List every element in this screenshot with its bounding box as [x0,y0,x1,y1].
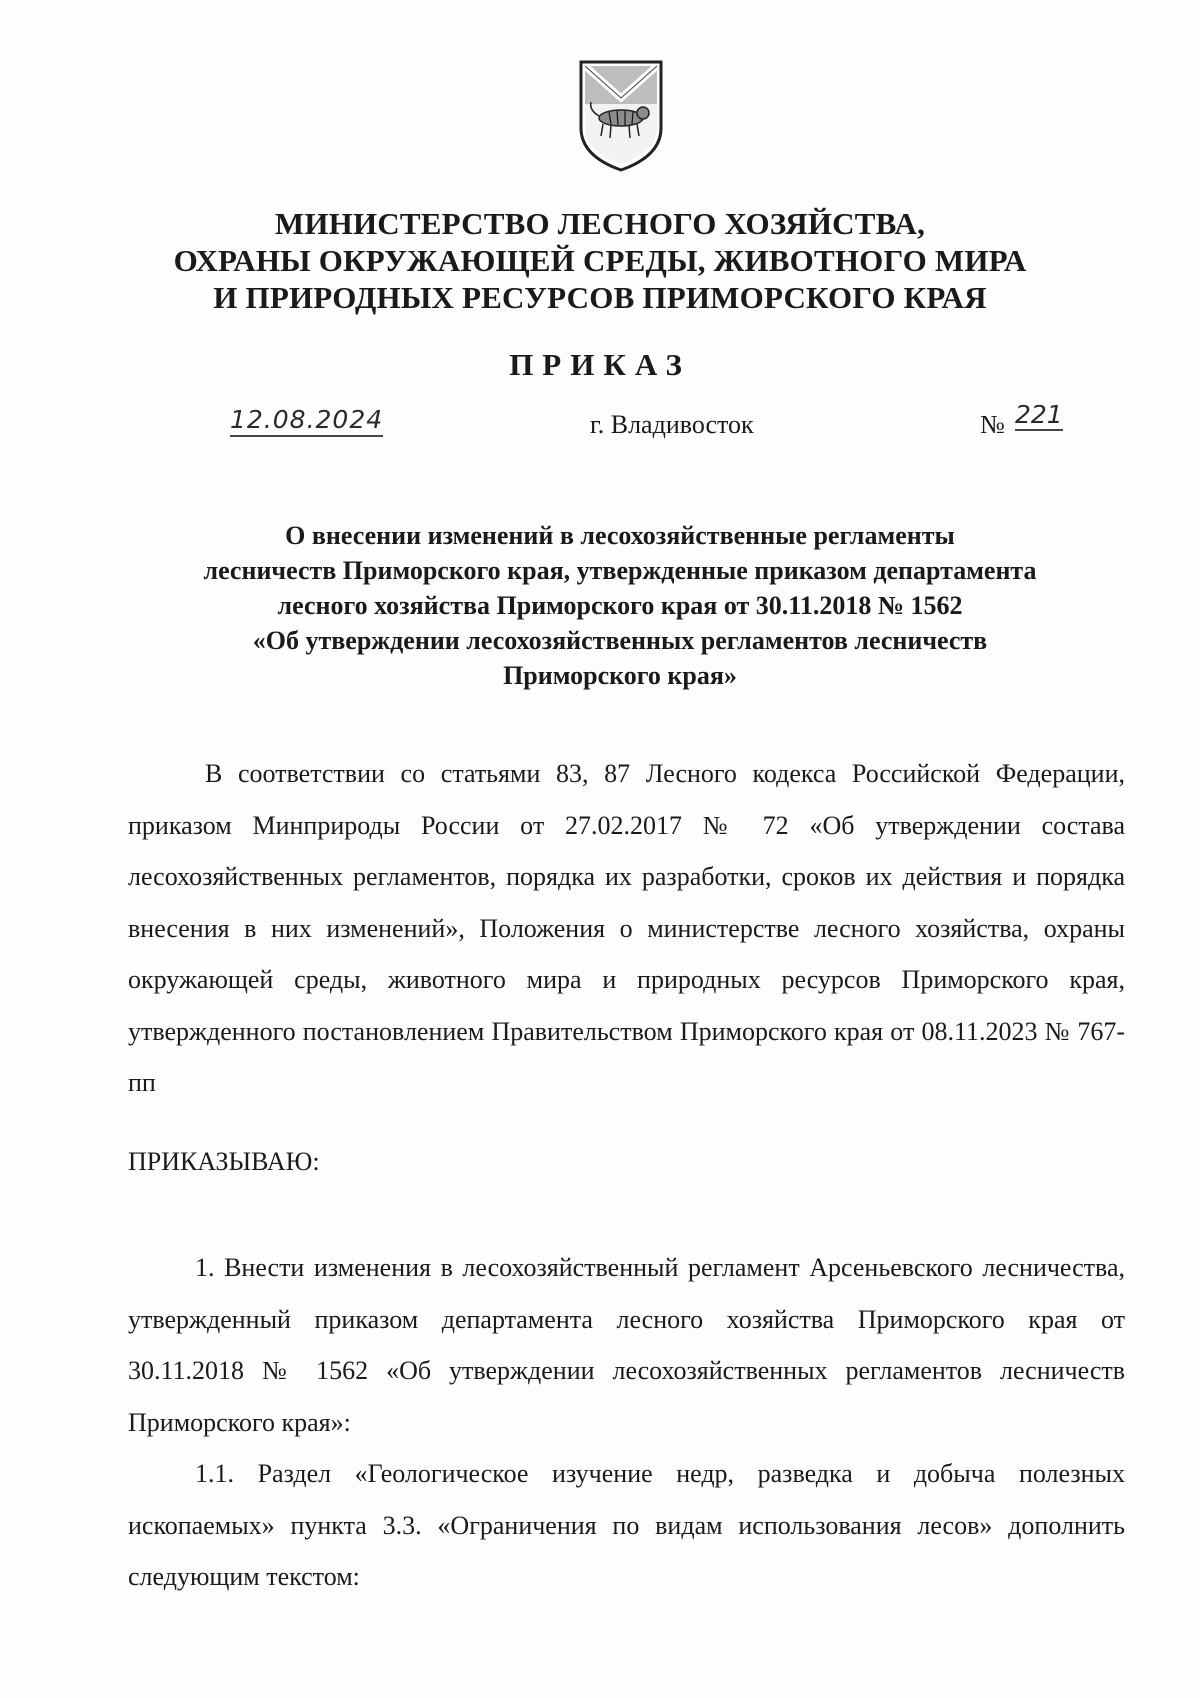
order-item-1: 1. Внести изменения в лесохозяйственный регламент Арсеньевского лесничества, утвержденный приказом департамента лесного хозяйства Приморского края от 30.11.2018 № 1562 «Об утверждении лесохозяйственных регламентов лесничеств Приморского края»: [128,1253,1125,1437]
number-label: № [980,410,1005,439]
ministry-name [150,205,1050,316]
subject-line-4: «Об утверждении лесохозяйственных регламентов лесничеств [252,626,988,655]
document-type-title: ПРИКАЗ [509,347,691,382]
preamble-paragraph: В соответствии со статьями 83, 87 Лесного кодекса Российской Федерации, приказом Минприроды России от 27.02.2017 № 72 «Об утверждении состава лесохозяйственных регламентов, порядка их разработки, сроков их действия и порядка внесения в них изменений», Положения о министерстве лесного хозяйства, охраны окружающей среды, животного мира и природных ресурсов Приморского края, утвержденного постановлением Правительством Приморского края от 08.11.2023 № 767-пп [128,759,1125,1097]
order-directive-word: ПРИКАЗЫВАЮ: [128,1147,320,1176]
ministry-line-3: И ПРИРОДНЫХ РЕСУРСОВ ПРИМОРСКОГО КРАЯ [213,280,987,315]
subject-line-2: лесничеств Приморского края, утвержденные приказом департамента [203,556,1037,585]
primorsky-krai-coat-of-arms-tiger-icon [575,58,667,173]
subject-line-5: Приморского края» [503,661,737,690]
order-subject [120,518,1120,693]
handwritten-number: 221 [1015,400,1063,429]
order-item-1-1: 1.1. Раздел «Геологическое изучение недр, разведка и добыча полезных ископаемых» пункта 3.3. «Ограничения по видам использования лесов» дополнить следующим текстом: [128,1459,1125,1591]
issue-city: г. Владивосток [590,410,754,439]
subject-line-1: О внесении изменений в лесохозяйственные регламенты [285,521,955,550]
subject-line-3: лесного хозяйства Приморского края от 30.11.2018 № 1562 [277,591,963,620]
handwritten-date: 12.08.2024 [230,405,383,437]
ministry-line-2: ОХРАНЫ ОКРУЖАЮЩЕЙ СРЕДЫ, ЖИВОТНОГО МИРА [173,243,1027,278]
ministry-line-1: МИНИСТЕРСТВО ЛЕСНОГО ХОЗЯЙСТВА, [274,206,926,241]
